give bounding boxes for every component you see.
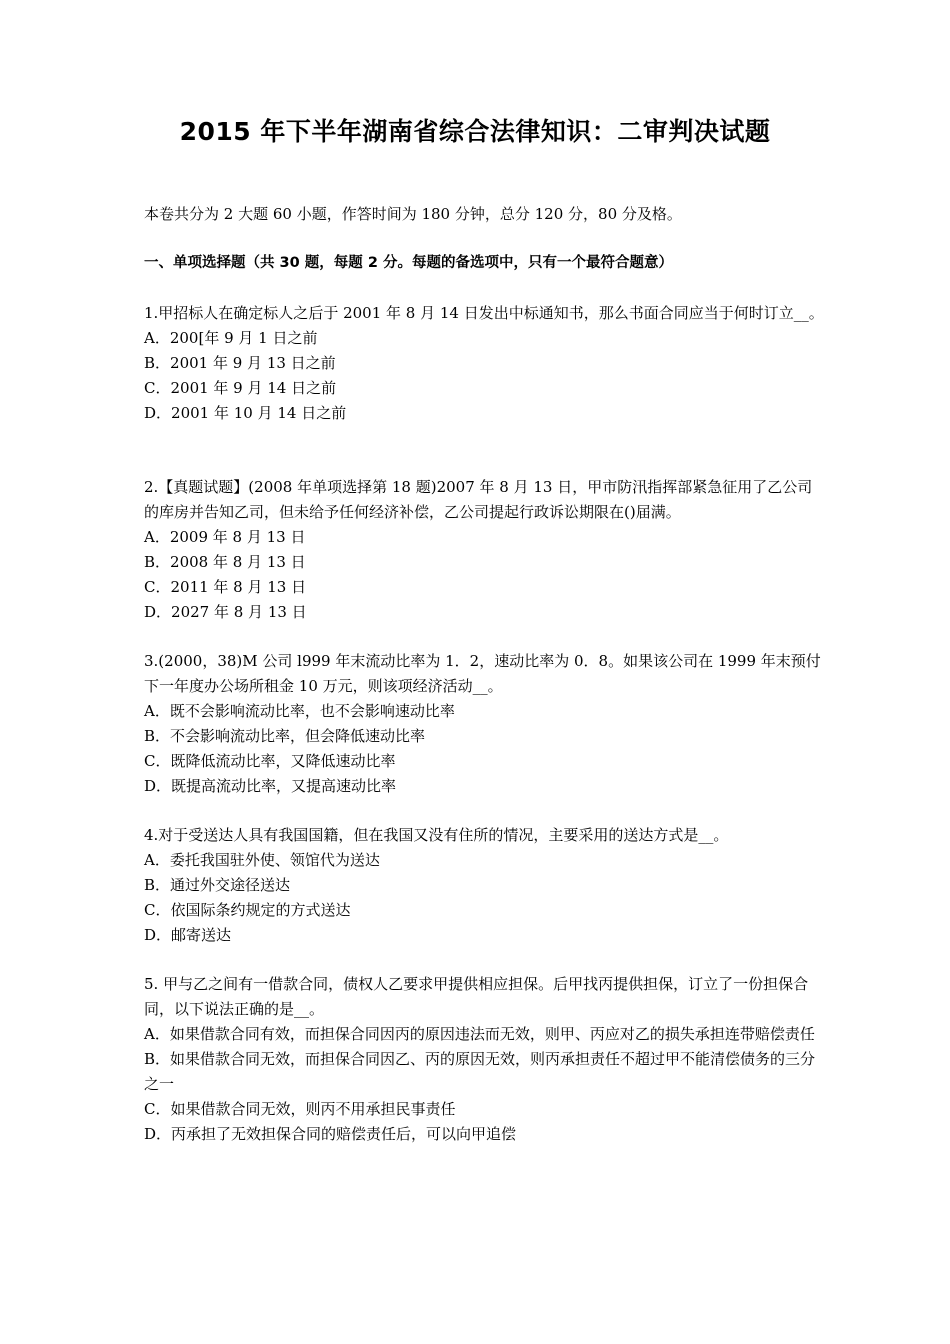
question-4	[144, 823, 824, 948]
question-1	[144, 301, 824, 426]
option-c: C．2001 年 9 月 14 日之前	[144, 379, 337, 397]
option-d: D．2027 年 8 月 13 日	[144, 603, 307, 621]
option-d: D．既提高流动比率，又提高速动比率	[144, 777, 397, 795]
option-d: D．2001 年 10 月 14 日之前	[144, 404, 347, 422]
option-a: A．既不会影响流动比率，也不会影响速动比率	[144, 702, 455, 720]
option-a: A．如果借款合同有效，而担保合同因丙的原因违法而无效，则甲、丙应对乙的损失承担连带赔偿责任	[144, 1025, 815, 1043]
section-heading: 一、单项选择题（共 30 题，每题 2 分。每题的备选项中，只有一个最符合题意）	[144, 255, 673, 271]
question-stem: 4.对于受送达人具有我国国籍，但在我国又没有住所的情况，主要采用的送达方式是__。	[144, 826, 729, 844]
question-stem: 2.【真题试题】(2008 年单项选择第 18 题)2007 年 8 月 13 日，甲市防汛指挥部紧急征用了乙公司的库房并告知乙司，但未给予任何经济补偿，乙公司提起行政诉讼期限在()届满。	[144, 478, 813, 521]
option-b: B．通过外交途径送达	[144, 876, 291, 894]
question-5	[144, 972, 824, 1147]
option-a: A．200[年 9 月 1 日之前	[144, 329, 318, 347]
option-c: C．依国际条约规定的方式送达	[144, 901, 351, 919]
option-c: C．2011 年 8 月 13 日	[144, 578, 307, 596]
option-b: B．不会影响流动比率，但会降低速动比率	[144, 727, 426, 745]
option-b: B．2008 年 8 月 13 日	[144, 553, 306, 571]
option-c: C．如果借款合同无效，则丙不用承担民事责任	[144, 1100, 456, 1118]
question-stem: 3.(2000，38)M 公司 l999 年末流动比率为 1．2，速动比率为 0．8。如果该公司在 1999 年末预付下一年度办公场所租金 10 万元，则该项经济活动__。	[144, 652, 821, 695]
option-d: D．邮寄送达	[144, 926, 232, 944]
document-title: 2015 年下半年湖南省综合法律知识：二审判决试题	[179, 117, 771, 146]
option-b: B．如果借款合同无效，而担保合同因乙、丙的原因无效，则丙承担责任不超过甲不能清偿债务的三分之一	[144, 1050, 816, 1093]
question-stem: 5. 甲与乙之间有一借款合同，债权人乙要求甲提供相应担保。后甲找丙提供担保，订立了一份担保合同，以下说法正确的是__。	[144, 975, 809, 1018]
question-3	[144, 649, 824, 799]
question-stem: 1.甲招标人在确定标人之后于 2001 年 8 月 14 日发出中标通知书，那么书面合同应当于何时订立__。	[144, 304, 824, 322]
question-2	[144, 475, 824, 625]
exam-intro: 本卷共分为 2 大题 60 小题，作答时间为 180 分钟，总分 120 分，80 分及格。	[144, 205, 682, 223]
option-d: D．丙承担了无效担保合同的赔偿责任后，可以向甲追偿	[144, 1125, 517, 1143]
option-b: B．2001 年 9 月 13 日之前	[144, 354, 336, 372]
option-a: A．2009 年 8 月 13 日	[144, 528, 306, 546]
option-a: A．委托我国驻外使、领馆代为送达	[144, 851, 380, 869]
option-c: C．既降低流动比率，又降低速动比率	[144, 752, 396, 770]
